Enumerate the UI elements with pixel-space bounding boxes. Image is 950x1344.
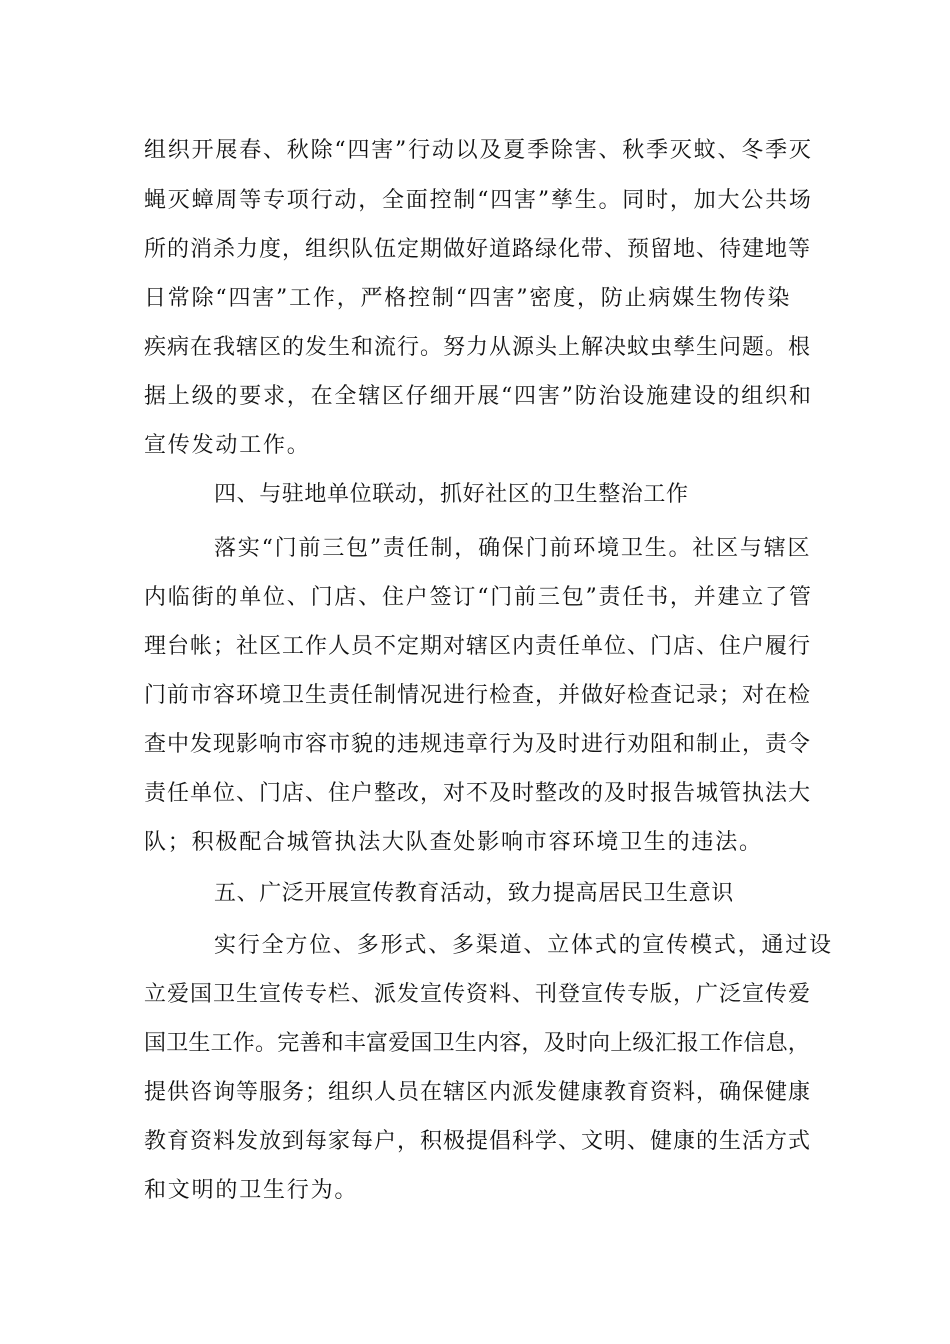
paragraph-line: 实行全方位、多形式、多渠道、立体式的宣传模式，通过设 — [214, 933, 833, 958]
paragraph-line: 组织开展春、秋除“四害”行动以及夏季除害、秋季灭蚊、冬季灭 — [144, 138, 813, 163]
paragraph-line: 国卫生工作。完善和丰富爱国卫生内容，及时向上级汇报工作信息， — [144, 1031, 811, 1056]
section-heading-5: 五、广泛开展宣传教育活动，致力提高居民卫生意识 — [214, 881, 734, 906]
paragraph-line: 提供咨询等服务；组织人员在辖区内派发健康教育资料，确保健康 — [144, 1080, 812, 1105]
paragraph-line: 门前市容环境卫生责任制情况进行检查，并做好检查记录；对在检 — [144, 683, 812, 708]
paragraph-line: 教育资料发放到每家每户，积极提倡科学、文明、健康的生活方式 — [144, 1129, 812, 1154]
paragraph-line: 内临街的单位、门店、住户签订“门前三包”责任书，并建立了管 — [144, 585, 813, 610]
paragraph-line: 所的消杀力度，组织队伍定期做好道路绿化带、预留地、待建地等 — [144, 237, 812, 262]
paragraph-line: 疾病在我辖区的发生和流行。努力从源头上解决蚊虫孳生问题。根 — [144, 335, 812, 360]
paragraph-line: 和文明的卫生行为。 — [144, 1178, 359, 1203]
section-heading-4: 四、与驻地单位联动，抓好社区的卫生整治工作 — [214, 482, 689, 507]
paragraph-line: 责任单位、门店、住户整改，对不及时整改的及时报告城管执法大 — [144, 781, 812, 806]
paragraph-line: 查中发现影响市容市貌的违规违章行为及时进行劝阻和制止，责令 — [144, 732, 812, 757]
paragraph-line: 蝇灭蟑周等专项行动，全面控制“四害”孳生。同时，加大公共场 — [144, 188, 813, 213]
paragraph-line: 理台帐；社区工作人员不定期对辖区内责任单位、门店、住户履行 — [144, 634, 812, 659]
paragraph-line: 日常除“四害”工作，严格控制“四害”密度，防止病媒生物传染 — [144, 286, 792, 311]
paragraph-line: 宣传发动工作。 — [144, 433, 311, 458]
paragraph-line: 队；积极配合城管执法大队查处影响市容环境卫生的违法。 — [144, 830, 763, 855]
paragraph-line: 立爱国卫生宣传专栏、派发宣传资料、刊登宣传专版，广泛宣传爱 — [144, 982, 812, 1007]
paragraph-line: 落实“门前三包”责任制，确保门前环境卫生。社区与辖区 — [214, 536, 812, 561]
paragraph-line: 据上级的要求，在全辖区仔细开展“四害”防治设施建设的组织和 — [144, 384, 813, 409]
